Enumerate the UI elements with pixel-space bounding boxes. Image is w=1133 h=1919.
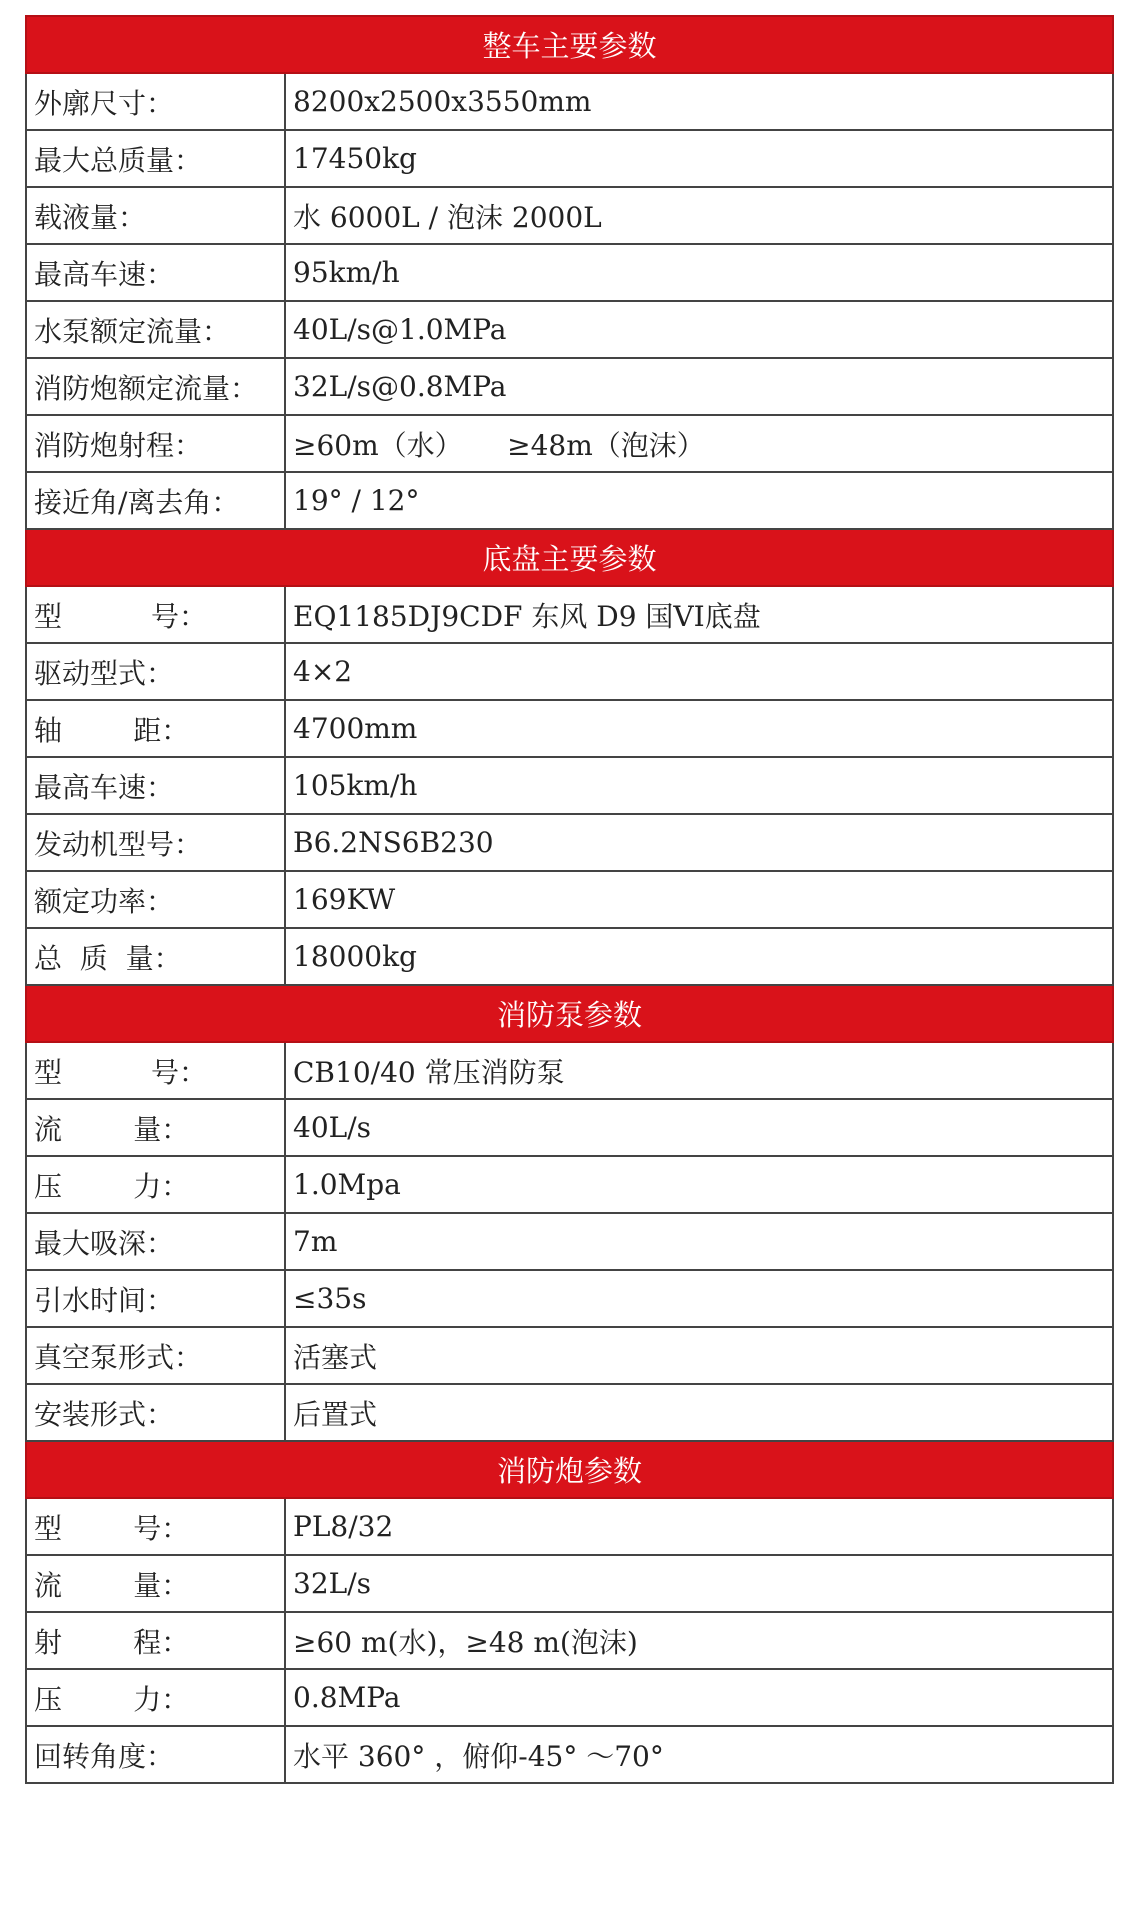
row-label: 外廓尺寸： [26,73,285,130]
row-value: 1.0Mpa [285,1156,1113,1213]
row-label: 型 号： [26,1498,285,1555]
section-title: 消防炮参数 [26,1441,1113,1498]
row-value: 169KW [285,871,1113,928]
row-value: 7m [285,1213,1113,1270]
table-row [26,472,1113,529]
table-row [26,757,1113,814]
table-row [26,1669,1113,1726]
section-title: 消防泵参数 [26,985,1113,1042]
row-value: ≤35s [285,1270,1113,1327]
row-value: 后置式 [285,1384,1113,1441]
row-value: 18000kg [285,928,1113,985]
section-header-monitor [26,1441,1113,1498]
row-label: 消防炮额定流量： [26,358,285,415]
table-row [26,1555,1113,1612]
table-row [26,814,1113,871]
row-label: 压 力： [26,1669,285,1726]
table-row [26,1213,1113,1270]
section-header-pump [26,985,1113,1042]
row-label: 轴 距： [26,700,285,757]
row-value: 4×2 [285,643,1113,700]
row-label: 真空泵形式： [26,1327,285,1384]
row-value: 105km/h [285,757,1113,814]
row-value: 17450kg [285,130,1113,187]
section-header-vehicle [26,16,1113,73]
row-label: 水泵额定流量： [26,301,285,358]
row-value: 32L/s [285,1555,1113,1612]
table-row [26,1042,1113,1099]
row-value: 19° / 12° [285,472,1113,529]
table-row [26,1498,1113,1555]
table-row [26,358,1113,415]
row-label: 安装形式： [26,1384,285,1441]
row-value: 活塞式 [285,1327,1113,1384]
row-value: 32L/s@0.8MPa [285,358,1113,415]
row-value: B6.2NS6B230 [285,814,1113,871]
table-row [26,301,1113,358]
table-row [26,187,1113,244]
section-header-chassis [26,529,1113,586]
table-row [26,1726,1113,1783]
spec-table [25,15,1114,1784]
section-title: 整车主要参数 [26,16,1113,73]
row-label: 驱动型式： [26,643,285,700]
table-row [26,871,1113,928]
table-row [26,586,1113,643]
table-row [26,1156,1113,1213]
row-label: 发动机型号： [26,814,285,871]
row-value: 40L/s [285,1099,1113,1156]
row-label: 压 力： [26,1156,285,1213]
row-value: 8200x2500x3550mm [285,73,1113,130]
row-value: EQ1185DJ9CDF 东风 D9 国VI底盘 [285,586,1113,643]
table-row [26,244,1113,301]
row-label: 最高车速： [26,244,285,301]
row-label: 回转角度： [26,1726,285,1783]
row-value: 95km/h [285,244,1113,301]
row-value: CB10/40 常压消防泵 [285,1042,1113,1099]
section-title: 底盘主要参数 [26,529,1113,586]
table-row [26,1099,1113,1156]
table-row [26,415,1113,472]
row-label: 流 量： [26,1099,285,1156]
row-value: 0.8MPa [285,1669,1113,1726]
row-label: 总 质 量： [26,928,285,985]
row-label: 流 量： [26,1555,285,1612]
row-label: 消防炮射程： [26,415,285,472]
row-label: 接近角/离去角： [26,472,285,529]
row-label: 射 程： [26,1612,285,1669]
row-value: 水平 360° ，俯仰-45° ～70° [285,1726,1113,1783]
row-value: 4700mm [285,700,1113,757]
table-row [26,700,1113,757]
row-label: 额定功率： [26,871,285,928]
row-label: 最大总质量： [26,130,285,187]
row-label: 引水时间： [26,1270,285,1327]
row-value: 40L/s@1.0MPa [285,301,1113,358]
table-row [26,73,1113,130]
row-label: 型 号： [26,586,285,643]
row-label: 最高车速： [26,757,285,814]
row-value: PL8/32 [285,1498,1113,1555]
row-value: ≥60m（水） ≥48m（泡沫） [285,415,1113,472]
table-row [26,130,1113,187]
table-row [26,1270,1113,1327]
row-value: ≥60 m(水)，≥48 m(泡沫) [285,1612,1113,1669]
table-row [26,1384,1113,1441]
table-row [26,1612,1113,1669]
table-row [26,928,1113,985]
table-row [26,1327,1113,1384]
row-value: 水 6000L / 泡沫 2000L [285,187,1113,244]
row-label: 载液量： [26,187,285,244]
table-row [26,643,1113,700]
row-label: 最大吸深： [26,1213,285,1270]
row-label: 型 号： [26,1042,285,1099]
